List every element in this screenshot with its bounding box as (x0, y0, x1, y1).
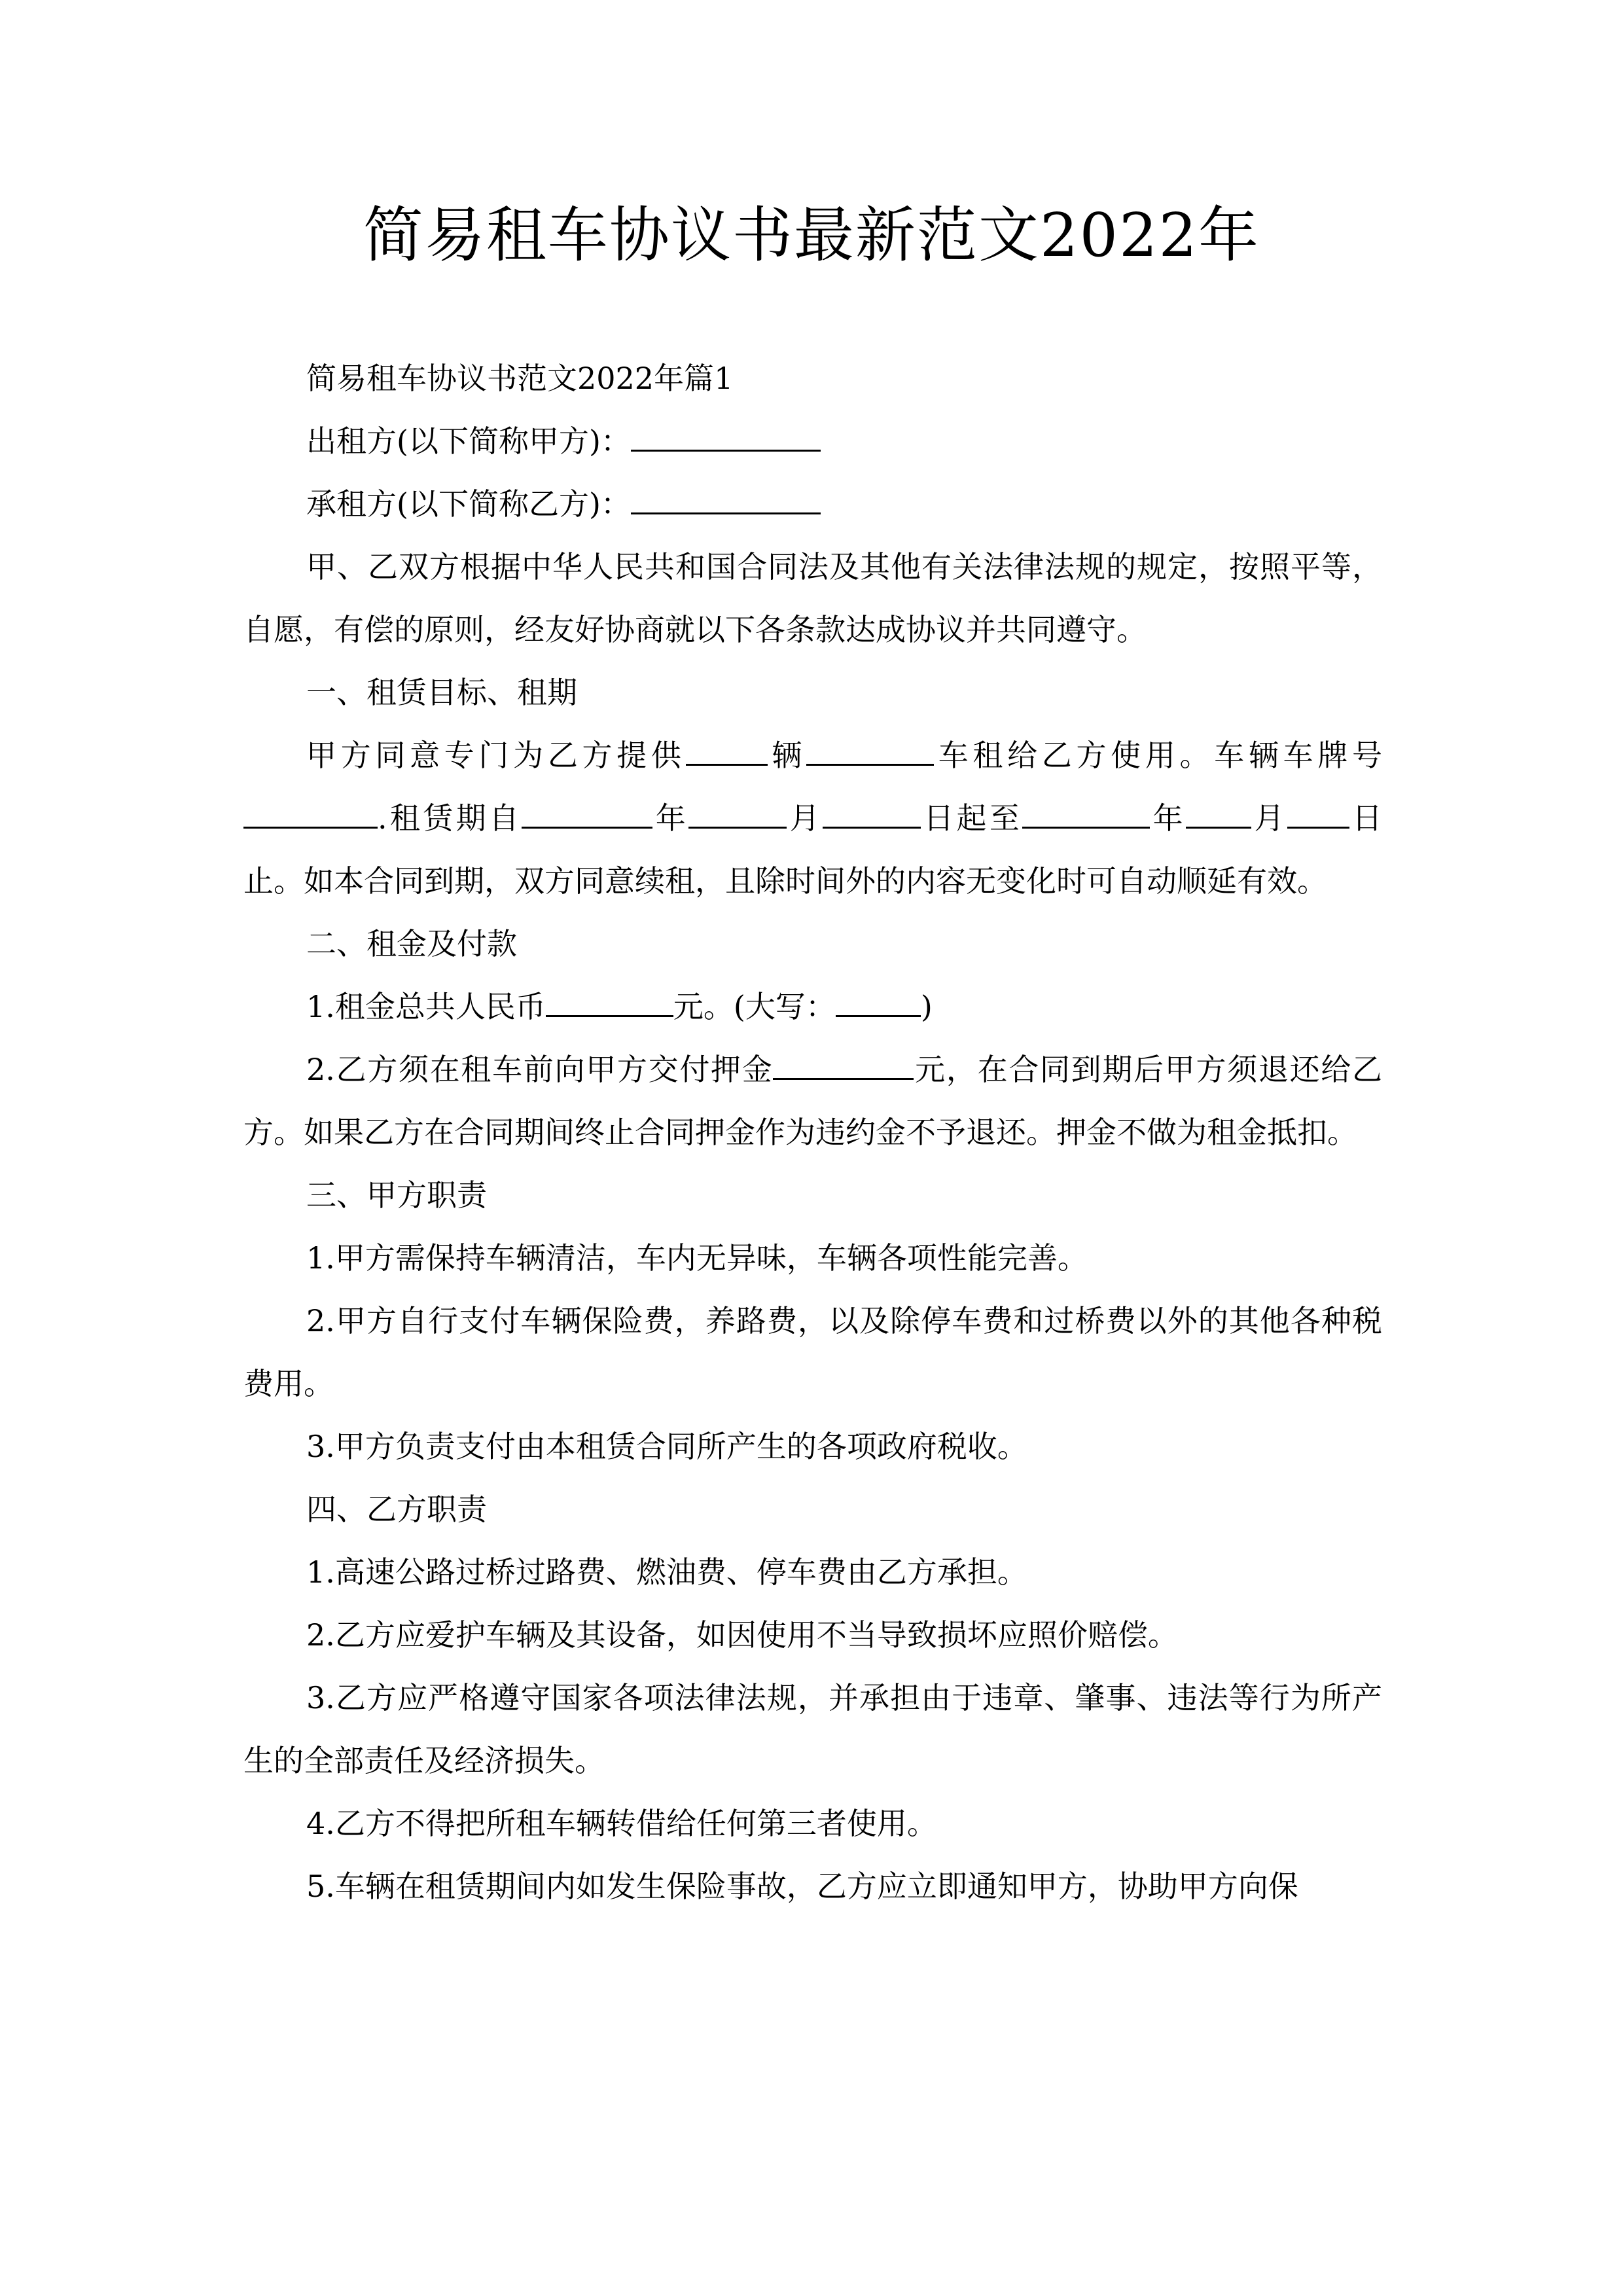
clause-paragraph: 2.甲方自行支付车辆保险费，养路费，以及除停车费和过桥费以外的其他各种税费用。 (243, 1303, 1382, 1401)
clause-paragraph: 5.车辆在租赁期间内如发生保险事故，乙方应立即通知甲方，协助甲方向保 (306, 1869, 1298, 1904)
text-fragment: 月 (1251, 800, 1287, 836)
lessor-name-blank[interactable] (631, 423, 821, 452)
start-month-blank[interactable] (688, 800, 787, 829)
lessee-line (243, 473, 1382, 535)
section-heading: 三、甲方职责 (306, 1177, 487, 1213)
text-fragment: 月 (787, 800, 823, 836)
rent-amount-paragraph (243, 975, 1382, 1038)
clause-paragraph: 3.乙方应严格遵守国家各项法律法规，并承担由于违章、肇事、违法等行为所产生的全部责任及经济损失。 (243, 1680, 1382, 1778)
text-fragment: 年 (1150, 800, 1186, 836)
lessee-name-blank[interactable] (631, 486, 821, 514)
deposit-paragraph (243, 1038, 1382, 1164)
text-fragment: ) (920, 989, 933, 1024)
clause-paragraph: 1.高速公路过桥过路费、燃油费、停车费由乙方承担。 (306, 1554, 1027, 1590)
section-heading: 一、租赁目标、租期 (306, 675, 577, 710)
clause-paragraph: 4.乙方不得把所租车辆转借给任何第三者使用。 (306, 1806, 937, 1841)
text-fragment: 元。(大写： (673, 989, 836, 1024)
text-fragment: 年 (652, 800, 689, 836)
clause-paragraph: 3.甲方负责支付由本租赁合同所产生的各项政府税收。 (306, 1429, 1027, 1464)
lessee-label: 承租方(以下简称乙方)： (306, 486, 631, 522)
end-year-blank[interactable] (1022, 800, 1150, 829)
lessor-label: 出租方(以下简称甲方)： (306, 423, 631, 459)
section-heading: 二、租金及付款 (306, 926, 517, 961)
rent-amount-words-blank[interactable] (836, 989, 921, 1017)
document-subtitle: 简易租车协议书范文2022年篇1 (306, 361, 734, 396)
end-month-blank-a[interactable] (1186, 800, 1251, 829)
rent-amount-blank[interactable] (546, 989, 673, 1017)
text-fragment: 日止。如本合同到期，双方同意续租，且除时间外的内容无变化时可自动顺延有效。 (243, 800, 1383, 899)
intro-paragraph: 甲、乙双方根据中华人民共和国合同法及其他有关法律法规的规定，按照平等，自愿，有偿的原则，经友好协商就以下各条款达成协议并共同遵守。 (243, 549, 1382, 647)
text-fragment: 2.乙方须在租车前向甲方交付押金 (306, 1052, 774, 1087)
lease-term-paragraph (243, 724, 1382, 912)
text-fragment: 日起至 (920, 800, 1023, 836)
text-fragment: 辆 (767, 738, 807, 773)
document-body (243, 347, 1382, 1918)
vehicle-model-blank[interactable] (806, 738, 934, 766)
deposit-amount-blank[interactable] (773, 1052, 914, 1080)
start-year-blank[interactable] (522, 800, 652, 829)
start-day-blank[interactable] (823, 800, 921, 829)
text-fragment: 车租给乙方使用。车辆车牌号 (934, 738, 1383, 773)
section-heading: 四、乙方职责 (306, 1492, 487, 1527)
lessor-line (243, 410, 1382, 473)
text-fragment: 甲方同意专门为乙方提供 (306, 738, 686, 773)
plate-number-blank[interactable] (243, 800, 378, 829)
document-title: 简易租车协议书最新范文2022年 (363, 200, 1260, 270)
end-day-blank[interactable] (1287, 800, 1349, 829)
clause-paragraph: 1.甲方需保持车辆清洁，车内无异味，车辆各项性能完善。 (306, 1240, 1088, 1276)
text-fragment: 1.租金总共人民币 (306, 989, 546, 1024)
vehicle-count-blank[interactable] (686, 738, 768, 766)
clause-paragraph: 2.乙方应爱护车辆及其设备，如因使用不当导致损坏应照价赔偿。 (306, 1617, 1178, 1653)
text-fragment: .租赁期自 (378, 800, 522, 836)
text-fragment: 元，在合同到期后甲方须退还给乙方。如果乙方在合同期间终止合同押金作为违约金不予退还。押金不做为租金抵扣。 (243, 1052, 1383, 1150)
